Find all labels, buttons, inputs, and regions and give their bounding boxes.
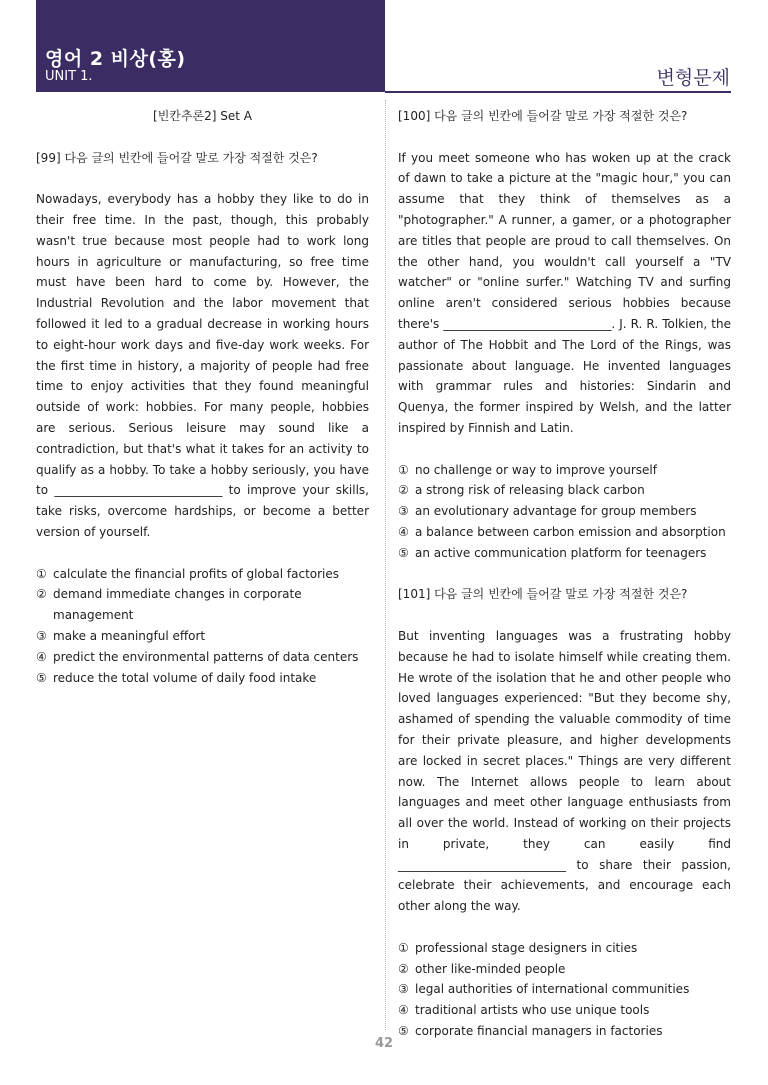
answer-option[interactable]: ① professional stage designers in cities <box>398 940 638 955</box>
unit-label: UNIT 1. <box>45 69 93 84</box>
answer-option[interactable]: ④ predict the environmental patterns of data centers <box>36 649 359 664</box>
question-100-passage: If you meet someone who has woken up at the crack of dawn to take a picture at the "magic hour," you can assume that they think of themselves as a "photographer." A runner, a gamer, or a photographer are titles that people are proud to call themselves. On the other hand, you wouldn't call yourself a "TV watcher" or "online surfer." Watching TV and surfing online aren't considered serious hobbies because there's ____________________________. J. R. R. Tolkien, the author of The Hobbit and The Lord of the Rings, was passionate about language. He invented languages with grammar rules and histories: Sindarin and Quenya, the former inspired by Welsh, and the latter inspired by Finnish and Latin. <box>398 150 731 435</box>
answer-option[interactable]: ② demand immediate changes in corporate management <box>36 587 302 623</box>
question-100-options <box>398 460 731 564</box>
question-99-options <box>36 564 369 689</box>
set-label: [빈칸추론2] Set A <box>153 109 252 123</box>
answer-option[interactable]: ① no challenge or way to improve yourself <box>398 462 657 477</box>
header-rule <box>385 91 731 93</box>
answer-option[interactable]: ② a strong risk of releasing black carbon <box>398 483 645 498</box>
question-100-stem: [100] 다음 글의 빈칸에 들어갈 말로 가장 적절한 것은? <box>398 109 688 123</box>
question-99-stem: [99] 다음 글의 빈칸에 들어갈 말로 가장 적절한 것은? <box>36 150 318 165</box>
page-number: 42 <box>374 1036 394 1051</box>
section-tag: 변형문제 <box>656 67 730 89</box>
answer-option[interactable]: ④ a balance between carbon emission and absorption <box>398 524 726 539</box>
answer-option[interactable]: ③ make a meaningful effort <box>36 628 206 643</box>
question-101-stem: [101] 다음 글의 빈칸에 들어갈 말로 가장 적절한 것은? <box>398 587 688 602</box>
answer-option[interactable]: ① calculate the financial profits of global factories <box>36 566 340 581</box>
question-101-passage: But inventing languages was a frustrating hobby because he had to isolate himself while creating them. He wrote of the isolation that he and other people who loved languages experienced: "But they become shy, ashamed of spending the valuable commodity of time for their private pleasure, and higher developments are locked in secret places." Things are very different now. The Internet allows people to learn about languages and meet other language enthusiasts from all over the world. Instead of working on their projects in private, they can easily find ____________________________ to share their passion, celebrate their achievements, and encourage each other along the way. <box>398 628 731 914</box>
answer-option[interactable]: ③ an evolutionary advantage for group members <box>398 504 697 519</box>
answer-option[interactable]: ⑤ an active communication platform for teenagers <box>398 545 707 560</box>
question-101-options <box>398 938 731 1042</box>
right-column <box>398 106 731 1042</box>
column-divider <box>385 100 386 1030</box>
answer-option[interactable]: ③ legal authorities of international communities <box>398 982 690 997</box>
left-column <box>36 106 369 688</box>
book-title: 영어 2 비상(홍) <box>45 48 186 70</box>
answer-option[interactable]: ⑤ reduce the total volume of daily food intake <box>36 670 317 685</box>
answer-option[interactable]: ② other like-minded people <box>398 961 566 976</box>
question-99-passage: Nowadays, everybody has a hobby they like to do in their free time. In the past, though, this probably wasn't true because most people had to work long hours in agriculture or manufacturing, so free time must have been hard to come by. However, the Industrial Revolution and the labor movement that followed it led to a gradual decrease in working hours to eight-hour work days and five-day work weeks. For the first time in history, a majority of people had free time to enjoy activities that they found meaningful outside of work: hobbies. For many people, hobbies are serious. Serious leisure may sound like a contradiction, but that's what it takes for an activity to qualify as a hobby. To take a hobby seriously, you have to ____________________________ to improve your skills, take risks, overcome hardships, or become a better version of yourself. <box>36 192 369 539</box>
answer-option[interactable]: ④ traditional artists who use unique tools <box>398 1003 650 1018</box>
answer-option[interactable]: ⑤ corporate financial managers in factories <box>398 1024 663 1039</box>
